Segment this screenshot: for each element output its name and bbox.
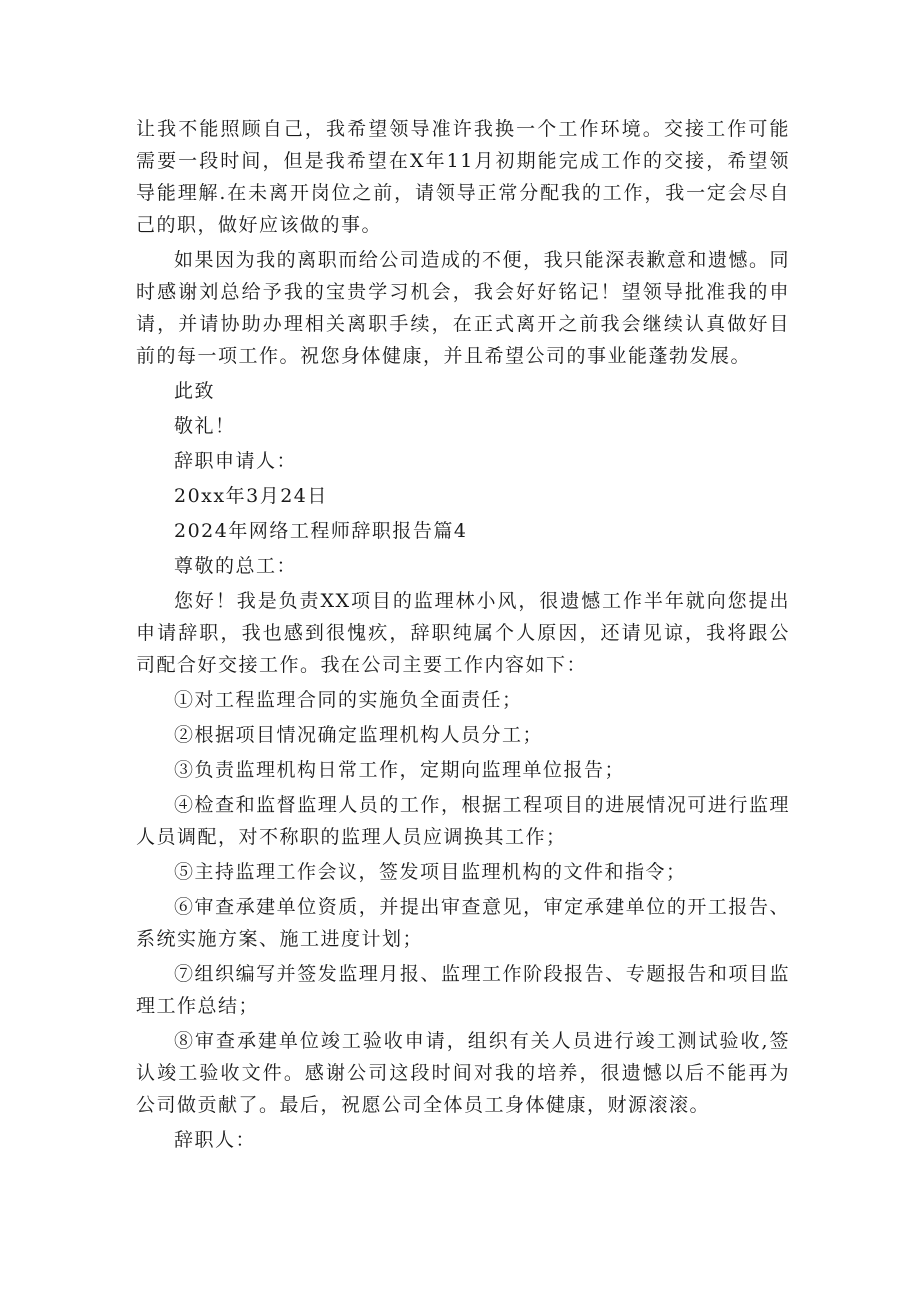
duty-item-4: ④检查和监督监理人员的工作，根据工程项目的进展情况可进行监理人员调配，对不称职的监理人员应调换其工作； (136, 794, 790, 848)
letter-greeting: 尊敬的总工： (174, 555, 298, 577)
closing-salutation: 此致 (174, 380, 216, 402)
duty-item-2: ②根据项目情况确定监理机构人员分工； (174, 724, 544, 746)
signature-label: 辞职申请人： (174, 450, 298, 472)
duty-item-7: ⑦组织编写并签发监理月报、监理工作阶段报告、专题报告和项目监理工作总结； (136, 963, 790, 1017)
document-body (136, 113, 790, 1159)
paragraph-apology: 如果因为我的离职而给公司造成的不便，我只能深表歉意和遗憾。同时感谢刘总给予我的宝贵学习机会，我会好好铭记！望领导批准我的申请，并请协助办理相关离职手续，在正式离开之前我会继续认真做好目前的每一项工作。祝您身体健康，并且希望公司的事业能蓬勃发展。 (136, 249, 790, 367)
duty-item-3: ③负责监理机构日常工作，定期向监理单位报告； (174, 759, 626, 781)
section-heading: 2024年网络工程师辞职报告篇4 (174, 520, 468, 542)
signature-date: 20xx年3月24日 (174, 485, 328, 507)
paragraph-intro: 您好！我是负责XX项目的监理林小风，很遗憾工作半年就向您提出申请辞职，我也感到很愧疚，辞职纯属个人原因，还请见谅，我将跟公司配合好交接工作。我在公司主要工作内容如下： (136, 590, 790, 676)
signature-label-2: 辞职人： (174, 1129, 257, 1151)
duty-item-8: ⑧审查承建单位竣工验收申请，组织有关人员进行竣工测试验收,签认竣工验收文件。感谢公司这段时间对我的培养，很遗憾以后不能再为公司做贡献了。最后，祝愿公司全体员工身体健康，财源滚滚。 (136, 1030, 790, 1116)
paragraph-continuation: 让我不能照顾自己，我希望领导准许我换一个工作环境。交接工作可能需要一段时间，但是我希望在X年11月初期能完成工作的交接，希望领导能理解.在未离开岗位之前，请领导正常分配我的工作，我一定会尽自己的职，做好应该做的事。 (136, 118, 790, 236)
duty-item-5: ⑤主持监理工作会议，签发项目监理机构的文件和指令； (174, 861, 687, 883)
duty-item-6: ⑥审查承建单位资质，并提出审查意见，审定承建单位的开工报告、系统实施方案、施工进度计划； (136, 896, 790, 950)
duty-item-1: ①对工程监理合同的实施负全面责任； (174, 689, 523, 711)
closing-regards: 敬礼！ (174, 415, 236, 437)
